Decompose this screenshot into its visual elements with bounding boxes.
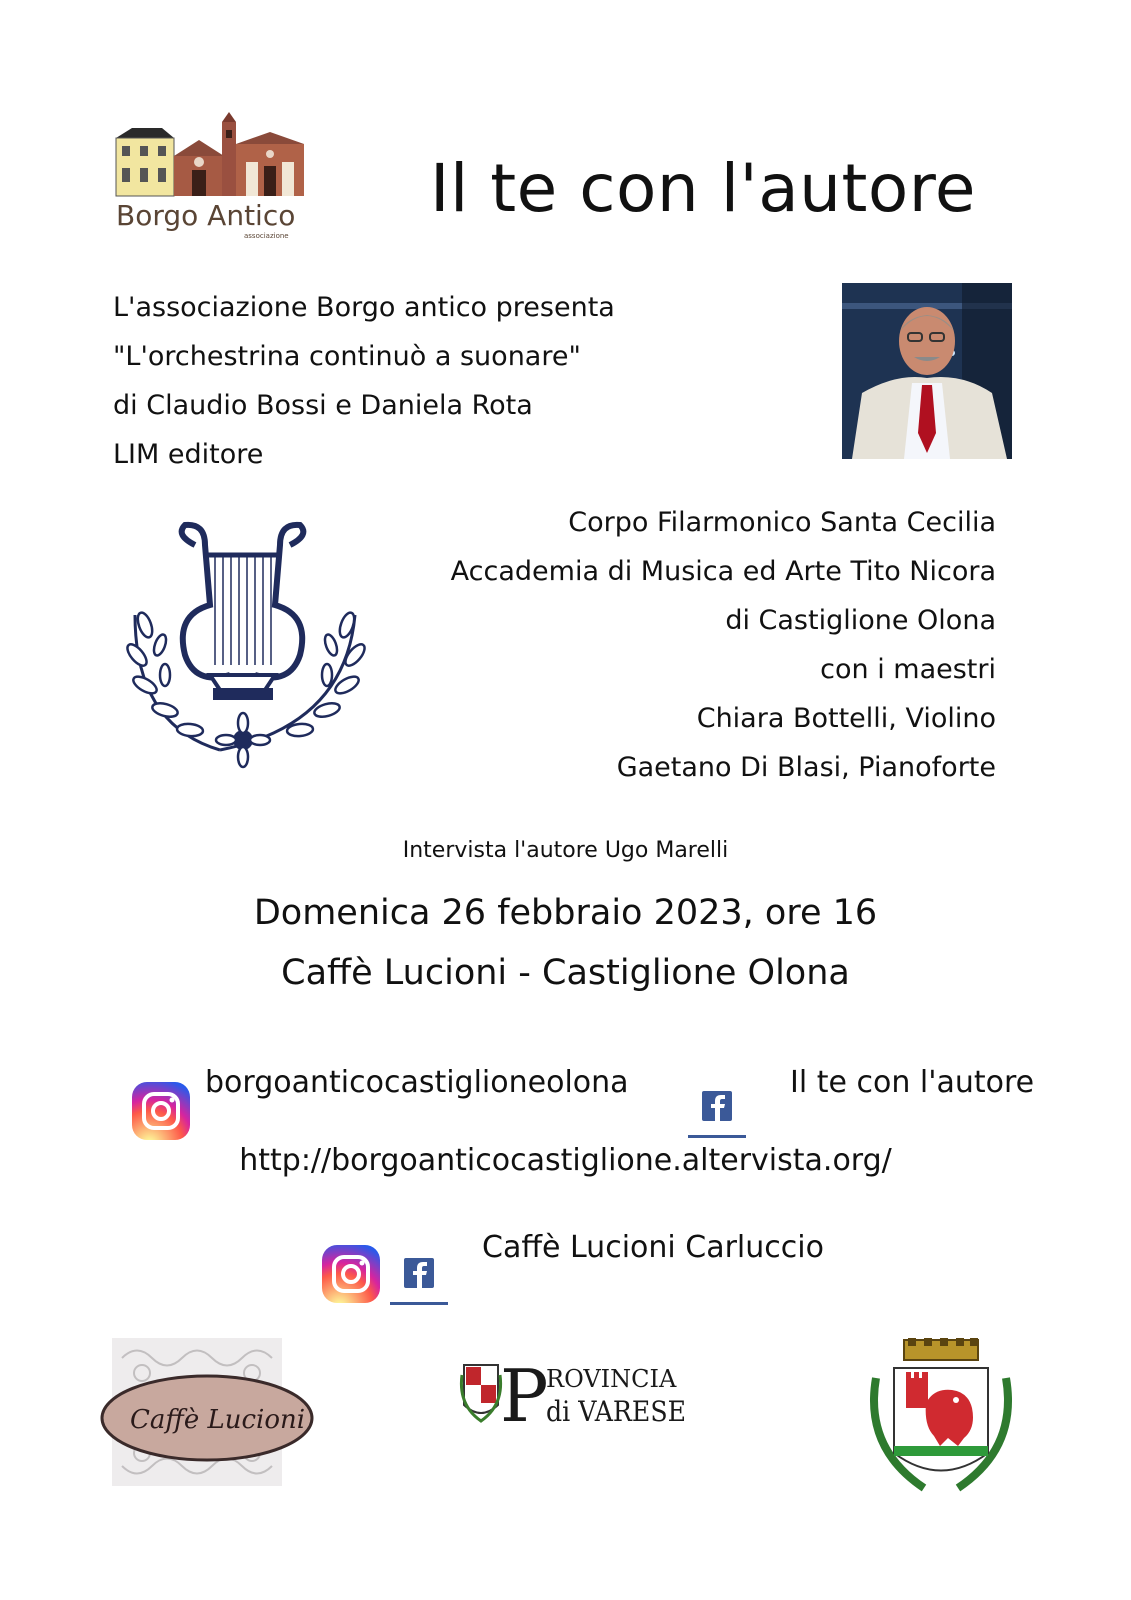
lyre-emblem-logo: [115, 525, 375, 775]
performers-line: con i maestri: [820, 654, 996, 685]
instagram-icon[interactable]: [132, 1082, 190, 1140]
interview-line: Intervista l'autore Ugo Marelli: [402, 838, 729, 863]
performers-block: [451, 498, 996, 792]
provincia-varese-logo: [462, 1354, 692, 1438]
provincia-crest-icon: [461, 1365, 500, 1421]
cafe-social-name[interactable]: Caffè Lucioni Carluccio: [482, 1230, 824, 1265]
intro-line: "L'orchestrina continuò a suonare": [113, 341, 581, 372]
instagram-handle[interactable]: borgoanticocastiglioneolona: [205, 1065, 629, 1100]
intro-line: LIM editore: [113, 439, 264, 470]
facebook-icon[interactable]: [390, 1250, 448, 1308]
performers-line: di Castiglione Olona: [725, 605, 996, 636]
intro-block: [113, 283, 615, 479]
facebook-icon[interactable]: [688, 1083, 746, 1141]
provincia-p-letter: P: [500, 1354, 549, 1438]
event-date: Domenica 26 febbraio 2023, ore 16: [253, 893, 878, 933]
page-title: Il te con l'autore: [430, 150, 977, 227]
website-link[interactable]: http://borgoanticocastiglione.altervista.org/: [239, 1143, 892, 1178]
event-place: Caffè Lucioni - Castiglione Olona: [281, 953, 850, 993]
intro-line: L'associazione Borgo antico presenta: [113, 292, 615, 323]
author-photo: [842, 283, 1012, 459]
instagram-icon[interactable]: [322, 1245, 380, 1303]
borgo-logo-text: Borgo Antico: [116, 199, 296, 232]
comune-coat-of-arms-logo: [864, 1338, 1018, 1498]
performers-line: Accademia di Musica ed Arte Tito Nicora: [450, 556, 996, 587]
performers-line: Gaetano Di Blasi, Pianoforte: [616, 752, 996, 783]
facebook-page-name[interactable]: Il te con l'autore: [790, 1065, 1035, 1100]
performers-line: Chiara Bottelli, Violino: [696, 703, 996, 734]
borgo-antico-logo: [112, 110, 312, 245]
intro-line: di Claudio Bossi e Daniela Rota: [113, 390, 533, 421]
caffe-lucioni-logo: [112, 1338, 306, 1486]
performers-line: Corpo Filarmonico Santa Cecilia: [568, 507, 996, 538]
provincia-line1: ROVINCIA: [546, 1365, 677, 1393]
caffe-logo-text: Caffè Lucioni: [130, 1405, 306, 1435]
provincia-line2: di VARESE: [546, 1395, 686, 1428]
borgo-logo-subtext: associazione: [244, 232, 289, 240]
